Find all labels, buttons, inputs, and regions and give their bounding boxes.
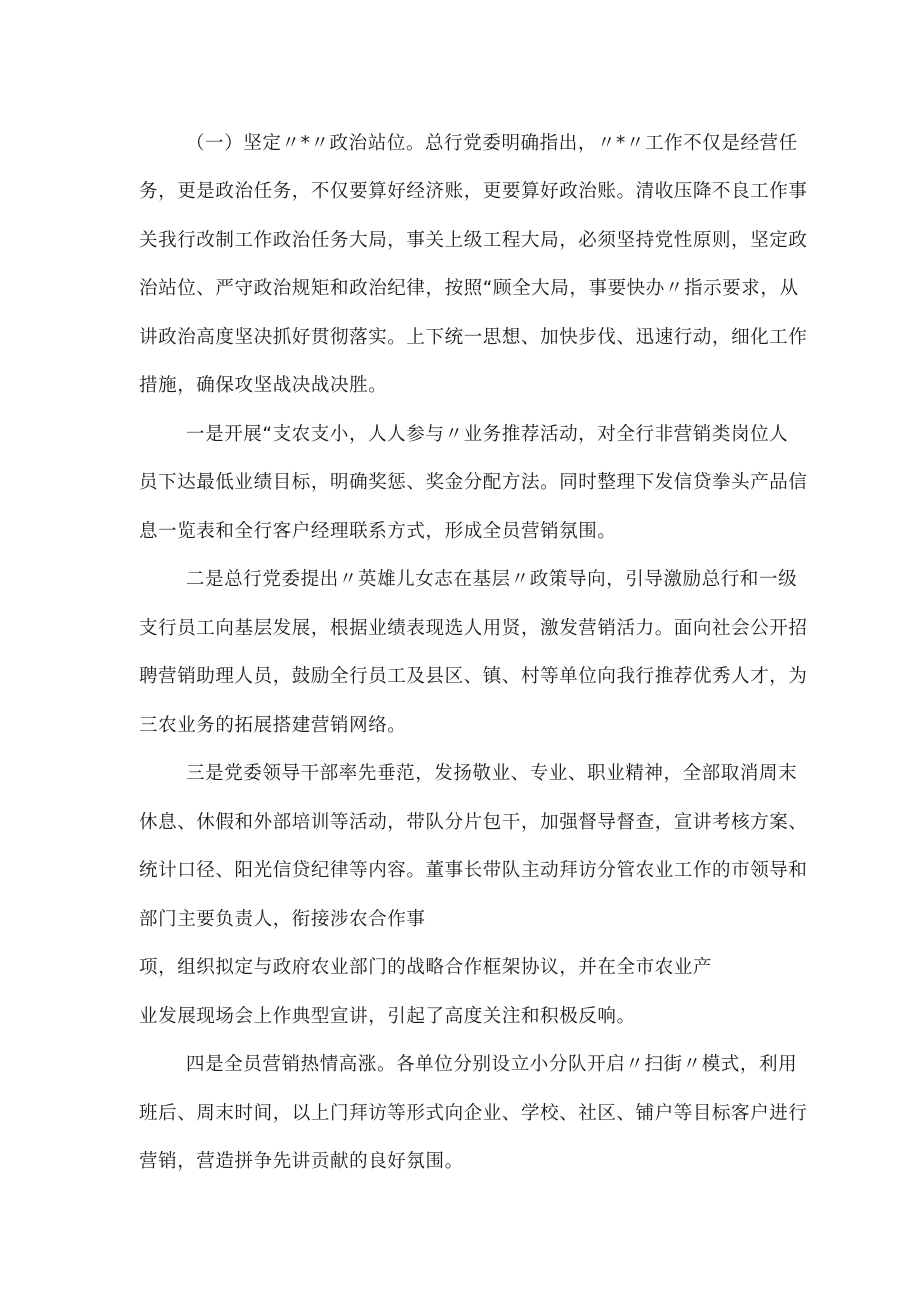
text-line: 部门主要负责人，衔接涉农合作事 [139,909,426,930]
text-line: 统计口径、阳光信贷纪律等内容。董事长带队主动拜访分管农业工作的市领导和 [139,860,808,881]
text-line: 营销，营造拼争先讲贡献的良好氛围。 [139,1151,464,1172]
text-line: 休息、休假和外部培训等活动，带队分片包干，加强督导督查，宣讲考核方案、 [139,812,808,833]
text-line: 息一览表和全行客户经理联系方式，形成全员营销氛围。 [139,521,617,542]
text-line: 三是党委领导干部率先垂范，发扬敬业、专业、职业精神，全部取消周末 [186,763,798,784]
text-line: 业发展现场会上作典型宣讲，引起了高度关注和积极反响。 [139,1006,636,1027]
text-line: 四是全员营销热情高涨。各单位分别设立小分队开启〃扫街〃模式，利用 [186,1054,798,1075]
text-line: 三农业务的拓展搭建营销网络。 [139,715,407,736]
text-line: 班后、周末时间，以上门拜访等形式向企业、学校、社区、铺户等目标客户进行 [139,1103,808,1124]
text-line: 关我行改制工作政治任务大局，事关上级工程大局，必须坚持党性原则，坚定政 [139,230,808,251]
text-line: 员下达最低业绩目标，明确奖惩、奖金分配方法。同时整理下发信贷拳头产品信 [139,472,808,493]
text-line: 二是总行党委提出〃英雄儿女志在基层〃政策导向，引导激励总行和一级 [186,569,798,590]
text-line: （一）坚定〃*〃政治站位。总行党委明确指出，〃*〃工作不仅是经营任 [186,133,798,154]
text-line: 治站位、严守政治规矩和政治纪律，按照“顾全大局，事要快办〃指示要求，从 [139,278,799,299]
text-line: 一是开展“支农支小，人人参与〃业务推荐活动，对全行非营销类岗位人 [186,424,789,445]
text-line: 聘营销助理人员，鼓励全行员工及县区、镇、村等单位向我行推荐优秀人才，为 [139,666,808,687]
text-line: 务，更是政治任务，不仅要算好经济账，更要算好政治账。清收压降不良工作事 [139,181,808,202]
text-line: 措施，确保攻坚战决战决胜。 [139,375,388,396]
text-line: 支行员工向基层发展，根据业绩表现选人用贤，激发营销活力。面向社会公开招 [139,618,808,639]
text-line: 项，组织拟定与政府农业部门的战略合作框架协议，并在全市农业产 [139,957,713,978]
text-line: 讲政治高度坚决抓好贯彻落实。上下统一思想、加快步伐、迅速行动，细化工作 [139,327,808,348]
